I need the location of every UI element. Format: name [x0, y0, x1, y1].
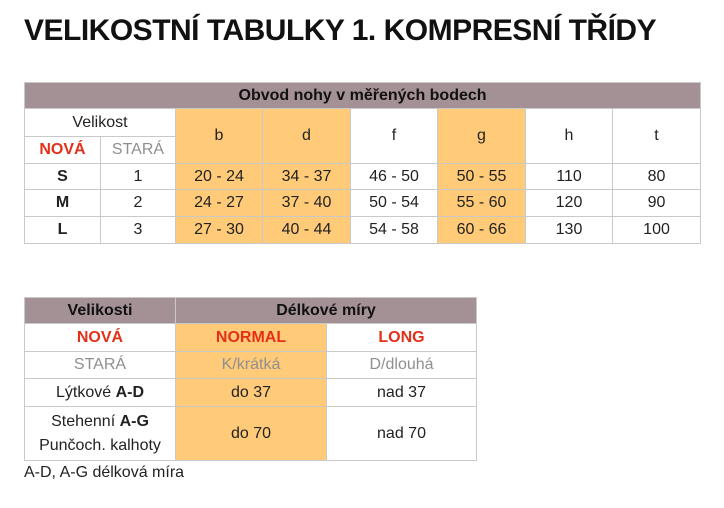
new-size-label: NOVÁ: [25, 324, 176, 352]
table-header: Obvod nohy v měřených bodech: [25, 83, 701, 109]
thigh-label: [25, 407, 176, 461]
long-old-label: D/dlouhá: [327, 352, 477, 379]
value-b: 20 - 24: [176, 164, 263, 190]
footnote: A-D, A-G délková míra: [24, 464, 185, 481]
value-b: 27 - 30: [176, 217, 263, 244]
normal-old-label: K/krátká: [176, 352, 327, 379]
thigh-label-text: Stehenní: [51, 412, 120, 430]
old-size: 1: [101, 164, 176, 190]
thigh-normal: do 70: [176, 407, 327, 461]
old-size: 2: [101, 190, 176, 217]
value-t: 90: [613, 190, 701, 217]
table-row: [25, 379, 477, 407]
normal-label: NORMAL: [176, 324, 327, 352]
value-f: 50 - 54: [351, 190, 438, 217]
calf-normal: do 37: [176, 379, 327, 407]
column-header-f: f: [351, 109, 438, 164]
table-row: [25, 190, 701, 217]
new-size: S: [25, 164, 101, 190]
value-g: 55 - 60: [438, 190, 526, 217]
old-size-label: STARÁ: [101, 137, 176, 164]
long-label: LONG: [327, 324, 477, 352]
value-g: 50 - 55: [438, 164, 526, 190]
table-row: [25, 164, 701, 190]
size-label: Velikost: [25, 109, 176, 137]
new-size: M: [25, 190, 101, 217]
table-row: [25, 407, 477, 461]
value-h: 130: [526, 217, 613, 244]
thigh-label-range: A-G: [119, 412, 149, 430]
length-table: [24, 297, 477, 461]
table-row: [25, 217, 701, 244]
value-f: 54 - 58: [351, 217, 438, 244]
value-t: 80: [613, 164, 701, 190]
calf-label-range: A-D: [115, 383, 145, 401]
tights-label: Punčoch. kalhoty: [39, 436, 161, 454]
value-g: 60 - 66: [438, 217, 526, 244]
value-h: 120: [526, 190, 613, 217]
value-f: 46 - 50: [351, 164, 438, 190]
calf-long: nad 37: [327, 379, 477, 407]
sizes-header: Velikosti: [25, 298, 176, 324]
old-size: 3: [101, 217, 176, 244]
length-header: Délkové míry: [176, 298, 477, 324]
column-header-d: d: [263, 109, 351, 164]
column-header-b: b: [176, 109, 263, 164]
value-t: 100: [613, 217, 701, 244]
old-size-label: STARÁ: [25, 352, 176, 379]
new-size-label: NOVÁ: [25, 137, 101, 164]
page-title: VELIKOSTNÍ TABULKY 1. KOMPRESNÍ TŘÍDY: [24, 14, 657, 47]
calf-label: [25, 379, 176, 407]
value-d: 40 - 44: [263, 217, 351, 244]
column-header-h: h: [526, 109, 613, 164]
circumference-table: [24, 82, 701, 244]
column-header-t: t: [613, 109, 701, 164]
column-header-g: g: [438, 109, 526, 164]
value-d: 37 - 40: [263, 190, 351, 217]
value-b: 24 - 27: [176, 190, 263, 217]
thigh-long: nad 70: [327, 407, 477, 461]
calf-label-text: Lýtkové: [55, 383, 116, 401]
value-d: 34 - 37: [263, 164, 351, 190]
value-h: 110: [526, 164, 613, 190]
new-size: L: [25, 217, 101, 244]
